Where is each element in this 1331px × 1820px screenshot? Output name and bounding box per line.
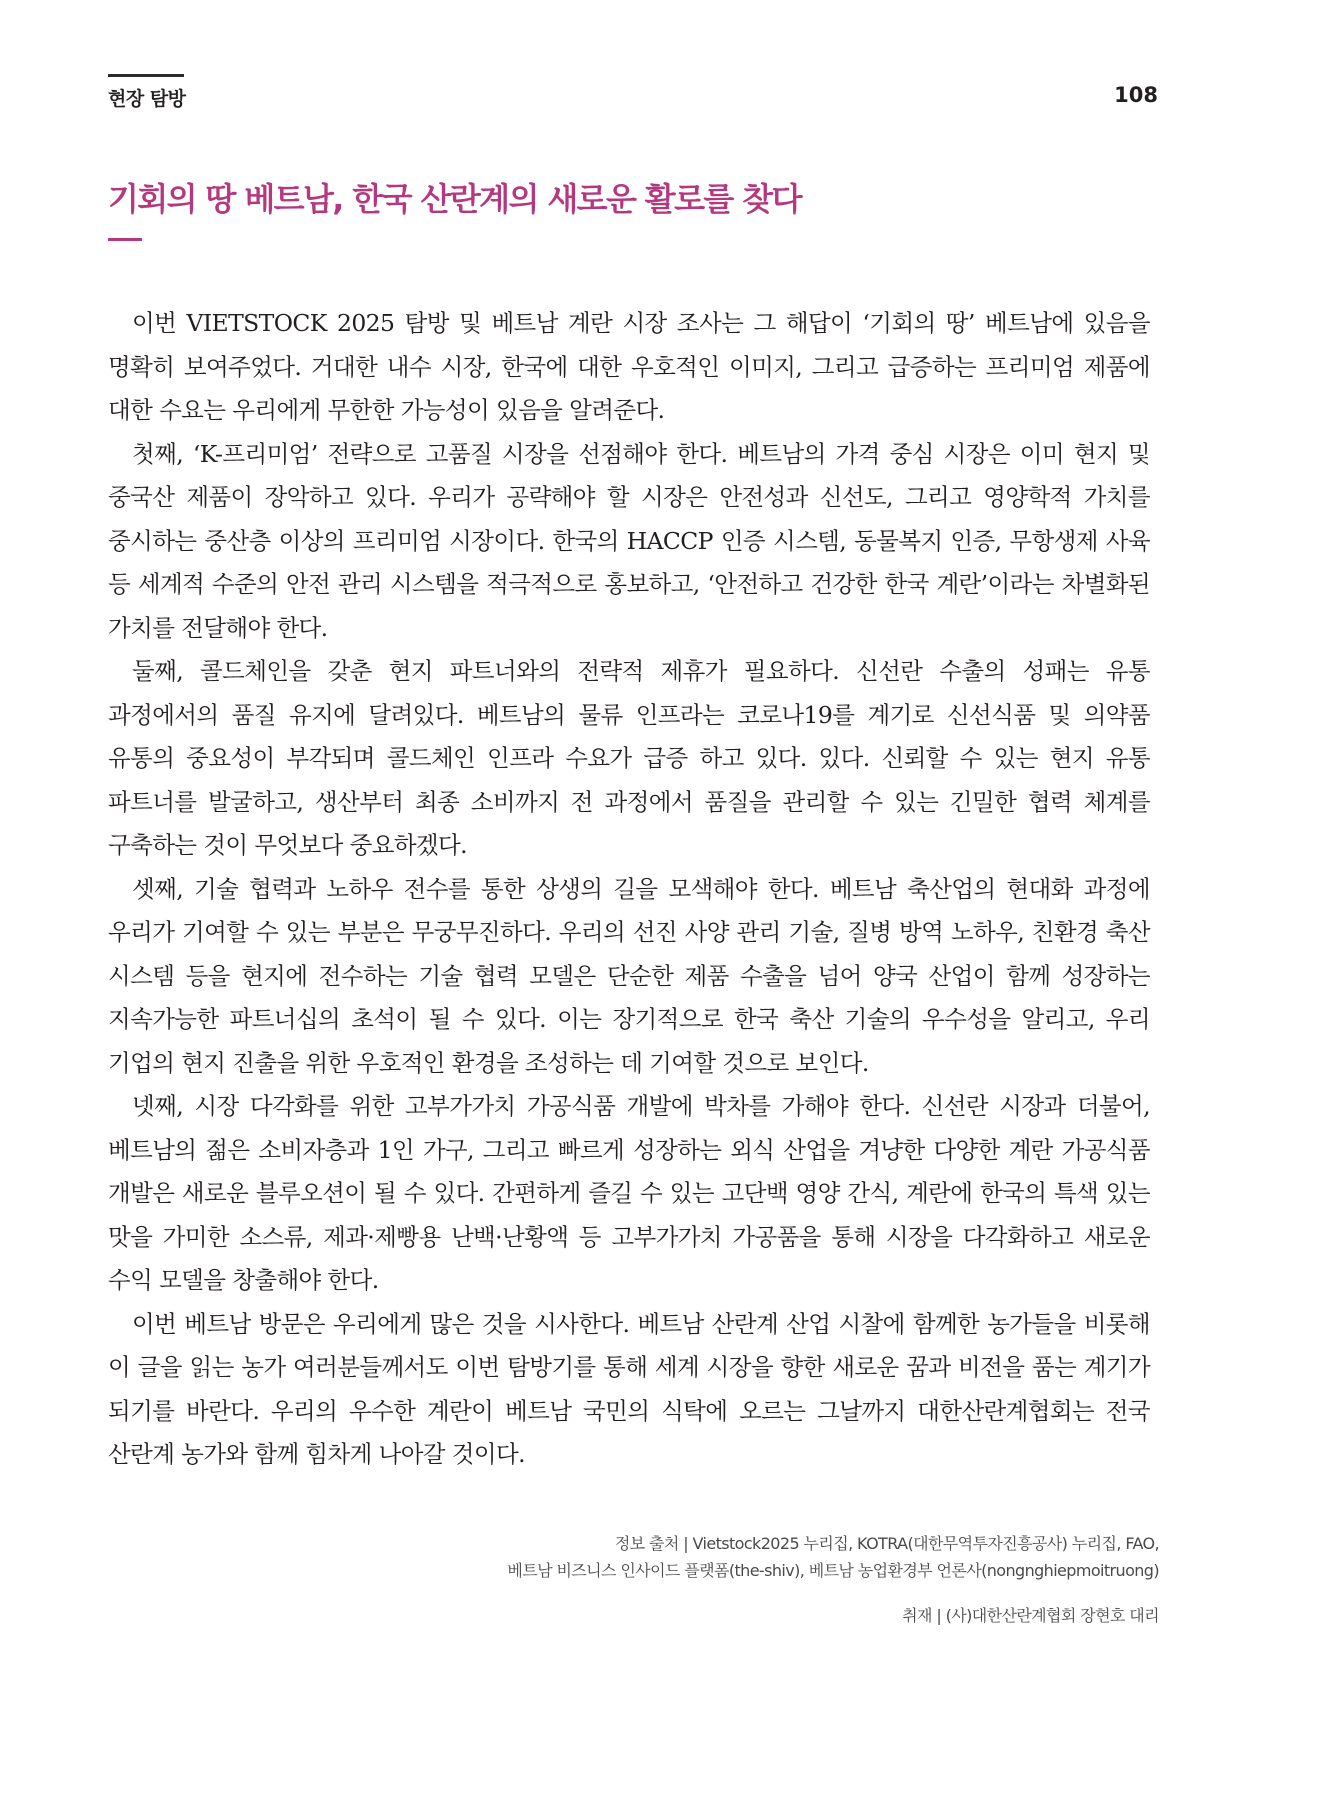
- page-number: 108: [1114, 83, 1158, 107]
- paragraph-second: 둘째, 콜드체인을 갖춘 현지 파트너와의 전략적 제휴가 필요하다. 신선란 수출의 성패는 유통 과정에서의 품질 유지에 달려있다. 베트남의 물류 인프라는 코로나19를 계기로 신선식품 및 의약품 유통의 중요성이 부각되며 콜드체인 인프라 수요가 급증 하고 있다. 있다. 신뢰할 수 있는 현지 유통 파트너를 발굴하고, 생산부터 최종 소비까지 전 과정에서 품질을 관리할 수 있는 긴밀한 협력 체계를 구축하는 것이 무엇보다 중요하겠다.: [108, 657, 1150, 859]
- paragraph-intro: 이번 VIETSTOCK 2025 탐방 및 베트남 계란 시장 조사는 그 해답이 ‘기회의 땅’ 베트남에 있음을 명확히 보여주었다. 거대한 내수 시장, 한국에 대한 우호적인 이미지, 그리고 급증하는 프리미엄 제품에 대한 수요는 우리에게 무한한 가능성이 있음을 알려준다.: [108, 309, 1150, 424]
- article-title: 기회의 땅 베트남, 한국 산란계의 새로운 활로를 찾다: [108, 180, 801, 218]
- header-rule: [108, 74, 184, 77]
- title-underline: [108, 238, 142, 241]
- source-info: [507, 1530, 1159, 1584]
- section-label: 현장 탐방: [108, 88, 186, 110]
- paragraph-fourth: 넷째, 시장 다각화를 위한 고부가가치 가공식품 개발에 박차를 가해야 한다. 신선란 시장과 더불어, 베트남의 젊은 소비자층과 1인 가구, 그리고 빠르게 성장하는 외식 산업을 겨냥한 다양한 계란 가공식품 개발은 새로운 블루오션이 될 수 있다. 간편하게 즐길 수 있는 고단백 영양 간식, 계란에 한국의 특색 있는 맛을 가미한 소스류, 제과·제빵용 난백·난황액 등 고부가가치 가공품을 통해 시장을 다각화하고 새로운 수익 모델을 창출해야 한다.: [108, 1092, 1150, 1294]
- article-body: [108, 302, 1150, 1477]
- source-line: 정보 출처 | Vietstock2025 누리집, KOTRA(대한무역투자진흥공사) 누리집, FAO,: [614, 1534, 1159, 1553]
- source-line: 베트남 비즈니스 인사이드 플랫폼(the-shiv), 베트남 농업환경부 언론사(nongnghiepmoitruong): [507, 1561, 1159, 1580]
- paragraph-third: 셋째, 기술 협력과 노하우 전수를 통한 상생의 길을 모색해야 한다. 베트남 축산업의 현대화 과정에 우리가 기여할 수 있는 부분은 무궁무진하다. 우리의 선진 사양 관리 기술, 질병 방역 노하우, 친환경 축산 시스템 등을 현지에 전수하는 기술 협력 모델은 단순한 제품 수출을 넘어 양국 산업이 함께 성장하는 지속가능한 파트너십의 초석이 될 수 있다. 이는 장기적으로 한국 축산 기술의 우수성을 알리고, 우리 기업의 현지 진출을 위한 우호적인 환경을 조성하는 데 기여할 것으로 보인다.: [108, 874, 1150, 1077]
- paragraph-conclusion: 이번 베트남 방문은 우리에게 많은 것을 시사한다. 베트남 산란계 산업 시찰에 함께한 농가들을 비롯해 이 글을 읽는 농가 여러분들께서도 이번 탐방기를 통해 세계 시장을 향한 새로운 꿈과 비전을 품는 계기가 되기를 바란다. 우리의 우수한 계란이 베트남 국민의 식탁에 오르는 그날까지 대한산란계협회는 전국 산란계 농가와 함께 힘차게 나아갈 것이다.: [108, 1309, 1150, 1468]
- reporter-credit: 취재 | (사)대한산란계협회 장현호 대리: [902, 1606, 1159, 1625]
- paragraph-first: 첫째, ‘K-프리미엄’ 전략으로 고품질 시장을 선점해야 한다. 베트남의 가격 중심 시장은 이미 현지 및 중국산 제품이 장악하고 있다. 우리가 공략해야 할 시장은 안전성과 신선도, 그리고 영양학적 가치를 중시하는 중산층 이상의 프리미엄 시장이다. 한국의 HACCP 인증 시스템, 동물복지 인증, 무항생제 사육 등 세계적 수준의 안전 관리 시스템을 적극적으로 홍보하고, ‘안전하고 건강한 한국 계란’이라는 차별화된 가치를 전달해야 한다.: [108, 439, 1150, 642]
